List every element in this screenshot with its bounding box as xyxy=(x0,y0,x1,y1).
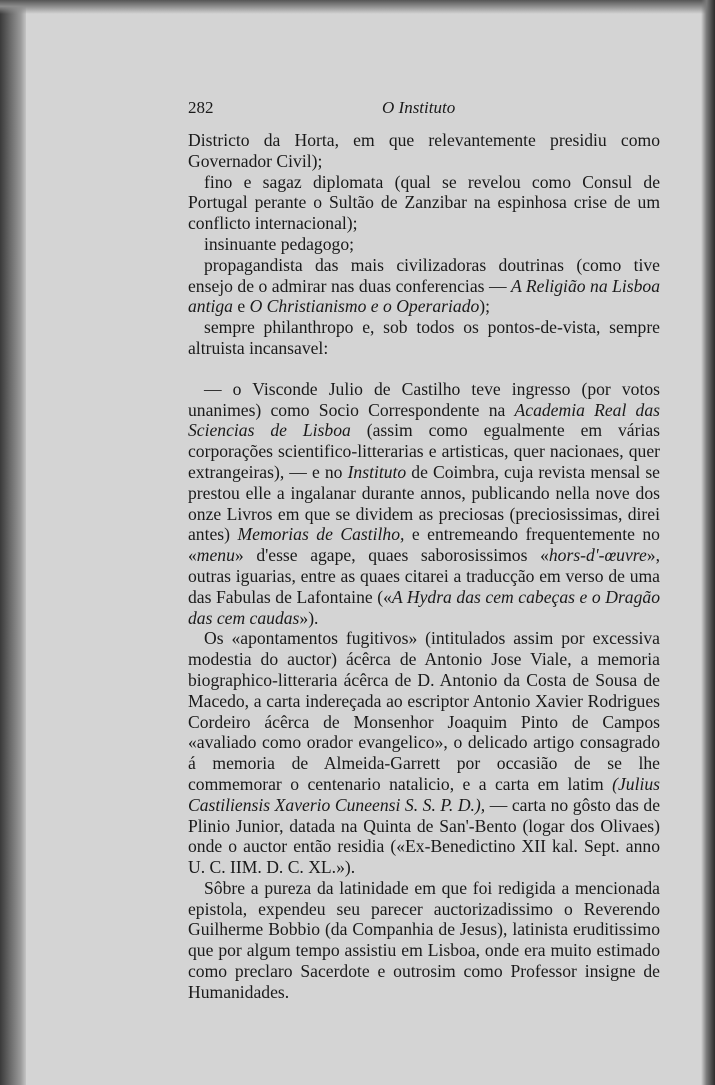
paragraph-7: Os «apontamentos fugitivos» (intitulados assim por excessiva modestia do auctor) ácêrca de Antonio Jose Viale, a memoria biographico-litteraria ácêrca de D. Antonio da Costa de Sousa de Macedo, a carta indereçada ao escriptor Antonio Xavier Rodrigues Cordeiro ácêrca de Monsenhor Joaquim Pinto de Campos «avaliado como orador evangelico», o delicado artigo consagrado á memoria de Almeida-Garrett por occasião de se lhe commemorar o centenario natalicio, e a carta em latim (Julius Castiliensis Xaverio Cuneensi S. S. P. D.), — carta no gôsto das de Plinio Junior, datada na Quinta de San'-Bento (logar dos Olivaes) onde o auctor então residia («Ex-Benedictino XII kal. Sept. anno U. C. IIM. D. C. XL.»). xyxy=(188,628,660,878)
right-edge-shadow xyxy=(701,0,715,1085)
paragraph-gap xyxy=(188,359,660,379)
paragraph-8: Sôbre a pureza da latinidade em que foi redigida a mencionada epistola, expendeu seu parecer auctorizadissimo o Reverendo Guilherme Bobbio (da Companhia de Jesus), latinista eruditissimo que por algum tempo assistiu em Lisboa, onde era muito estimado como preclaro Sacerdote e outrosim como Professor insigne de Humanidades. xyxy=(188,877,660,1002)
running-header xyxy=(188,98,658,120)
paragraph-6: — o Visconde Julio de Castilho teve ingresso (por votos unanimes) como Socio Correspondente na Academia Real das Sciencias de Lisboa (assim como egualmente em várias corporações scientifico-litterarias e artisticas, quer nacionaes, quer extrangeiras), — e no Instituto de Coimbra, cuja revista mensal se prestou elle a ingalanar durante annos, publicando nella nove dos onze Livros em que se dividem as preciosas (preciosissimas, direi antes) Memorias de Castilho, e entremeando frequentemente no «menu» d'esse agape, quaes saborosissimos «hors-d'-œuvre», outras iguarias, entre as quaes citarei a traducção em verso de uma das Fabulas de Lafontaine («A Hydra das cem cabeças e o Dragão das cem caudas»). xyxy=(188,378,660,628)
paragraph-2: fino e sagaz diplomata (qual se revelou como Consul de Portugal perante o Sultão de Zanzibar na espinhosa crise de um conflicto internacional); xyxy=(188,171,660,234)
top-edge-shadow xyxy=(0,0,715,14)
paragraph-4: propagandista das mais civilizadoras doutrinas (como tive ensejo de o admirar nas duas conferencias — A Religião na Lisboa antiga e O Christianismo e o Operariado); xyxy=(188,254,660,317)
book-gutter xyxy=(0,0,26,1085)
running-title: O Instituto xyxy=(382,98,456,117)
body-text xyxy=(188,130,660,1003)
paragraph-5: sempre philanthropo e, sob todos os pontos-de-vista, sempre altruista incansavel: xyxy=(188,317,660,358)
paragraph-1: Districto da Horta, em que relevantemente presidiu como Governador Civil); xyxy=(188,130,660,171)
paragraph-3: insinuante pedagogo; xyxy=(204,233,355,254)
page-number: 282 xyxy=(188,98,214,117)
